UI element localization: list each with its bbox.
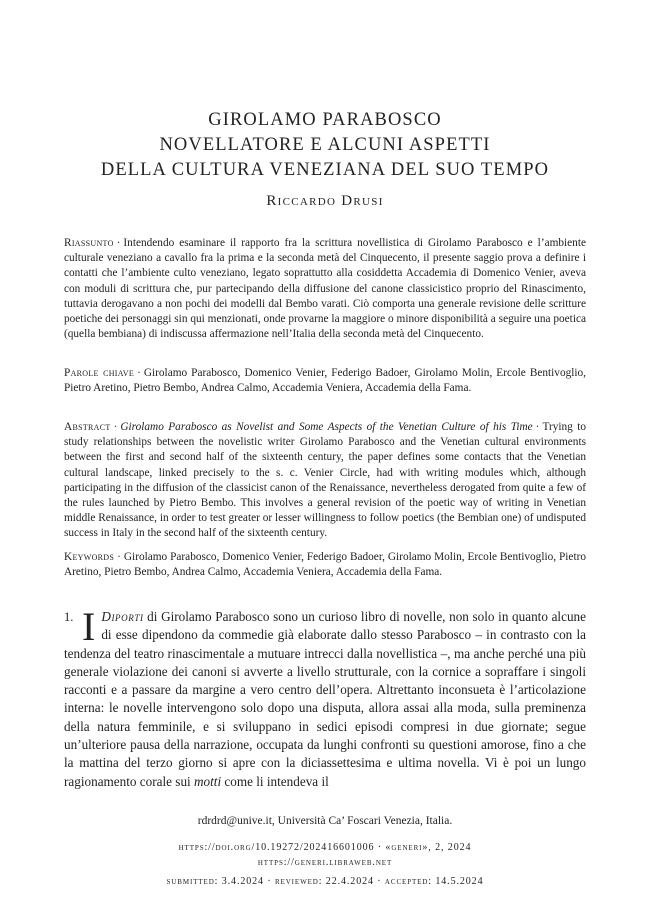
parole-chiave-text: Girolamo Parabosco, Domenico Venier, Federigo Badoer, Girolamo Molin, Ercole Bentivoglio, Pietro Aretino, Pietro Bembo, Andrea Calmo, Accademia Veniera, Accademia della Fama.	[64, 367, 586, 395]
journal-url: https://generi.libraweb.net	[257, 857, 393, 868]
submission-dates: submitted: 3.4.2024 · reviewed: 22.4.2024 · accepted: 14.5.2024	[166, 876, 484, 887]
keywords-text: Girolamo Parabosco, Domenico Venier, Federigo Badoer, Girolamo Molin, Ercole Bentivoglio, Pietro Aretino, Pietro Bembo, Andrea Calmo, Accademia Veniera, Accademia della Fama.	[64, 551, 586, 579]
title-line-3: DELLA CULTURA VENEZIANA DEL SUO TEMPO	[100, 160, 550, 180]
title-line-2: NOVELLATORE E ALCUNI ASPETTI	[159, 135, 491, 155]
keywords-paragraph	[64, 550, 586, 580]
separator-dot: ·	[116, 237, 121, 249]
first-word: Diporti	[101, 609, 144, 624]
riassunto-paragraph	[64, 236, 586, 342]
author-name: Riccardo Drusi	[266, 193, 384, 209]
parole-chiave-label: Parole chiave	[64, 367, 135, 379]
body-section	[64, 604, 586, 791]
body-text-part1: di Girolamo Parabosco sono un curioso libro di novelle, non solo in quanto alcune di esse dipendono da commedie già elaborate dallo stesso Parabosco – in contrasto con la tendenza del teatro rinascimentale a mutuare intrecci dalla novellistica –, ma anche perché una più generale violazione dei canoni si avverte a livello strutturale, con la cornice a sopraffare i singoli racconti e a passare da margine a vero centro dell’opera. Altrettanto inconsueta è l’articolazione interna: le novelle intervengono solo dopo una disputa, allora assai alla moda, sulla preminenza della natura femminile, e si sviluppano in sedici episodi compresi in due giornate; segue un’ulteriore pausa della narrazione, occupata da lunghi confronti su questioni amorose, fino a che la mattina del terzo giorno si apre con la diciassettesima e ultima novella. Vi è poi un lungo ragionamento corale sui	[64, 609, 586, 789]
riassunto-text: Intendendo esaminare il rapporto fra la scrittura novellistica di Girolamo Parabosco e l’ambiente culturale veneziano a cavallo fra la prima e la seconda metà del Cinquecento, il presente saggio prova a definire i contatti che l’ambiente culto veneziano, legato soprattutto alla cosiddetta Accademia di Domenico Venier, aveva con moduli di scrittura che, pur partecipando della diffusione del canone classicistico proprio del Rinascimento, tuttavia derogavano a non pochi dei modelli dal Bembo varati. Ciò comporta una generale revisione delle scritture poetiche dei personaggi sin qui menzionati, onde provarne la maggiore o minore disponibilità a seguire una poetica (quella bembiana) di indiscussa affermazione nell’Italia della seconda metà del Cinquecento.	[64, 237, 586, 341]
abstract-text: Trying to study relationships between the novelistic writer Girolamo Parabosco and the Venetian cultural environments between the first and second half of the sixteenth century, the paper defines some contacts that the Venetian cultural landscape, linked precisely to the s. c. Venier Circle, had with writing modules which, although participating in the diffusion of the classicist canon of the Renaissance, nevertheless derogated from quite a few of the rules launched by Pietro Bembo. This involves a general revision of the poetic way of writing in Venetian middle Renaissance, in order to test greater or lesser willingness to follow poetics (the Bembian one) of undisputed success in Italy in the second half of the sixteenth century.	[64, 421, 586, 540]
separator-dot: ·	[535, 421, 540, 433]
body-text-part2: come li intendeva il	[221, 773, 329, 789]
section-number: 1.	[64, 610, 74, 624]
separator-dot: ·	[113, 421, 118, 433]
drop-cap: I	[82, 604, 96, 649]
author-email: rdrdrd@unive.it, Università Ca’ Foscari Venezia, Italia.	[197, 815, 453, 827]
keywords-label: Keywords	[64, 551, 115, 563]
title-line-1: GIROLAMO PARABOSCO	[208, 110, 442, 130]
riassunto-label: Riassunto	[64, 237, 114, 249]
article-title	[0, 108, 650, 183]
separator-dot: ·	[117, 551, 121, 563]
body-paragraph	[64, 604, 586, 791]
abstract-paragraph	[64, 420, 586, 542]
abstract-label: Abstract	[64, 421, 111, 433]
doi-line: https://doi.org/10.19272/202416601006 · «generi», 2, 2024	[178, 842, 472, 853]
italic-word: motti	[194, 773, 222, 789]
english-title: Girolamo Parabosco as Novelist and Some Aspects of the Venetian Culture of his Time	[120, 421, 533, 433]
separator-dot: ·	[137, 367, 141, 379]
parole-chiave-paragraph	[64, 366, 586, 396]
